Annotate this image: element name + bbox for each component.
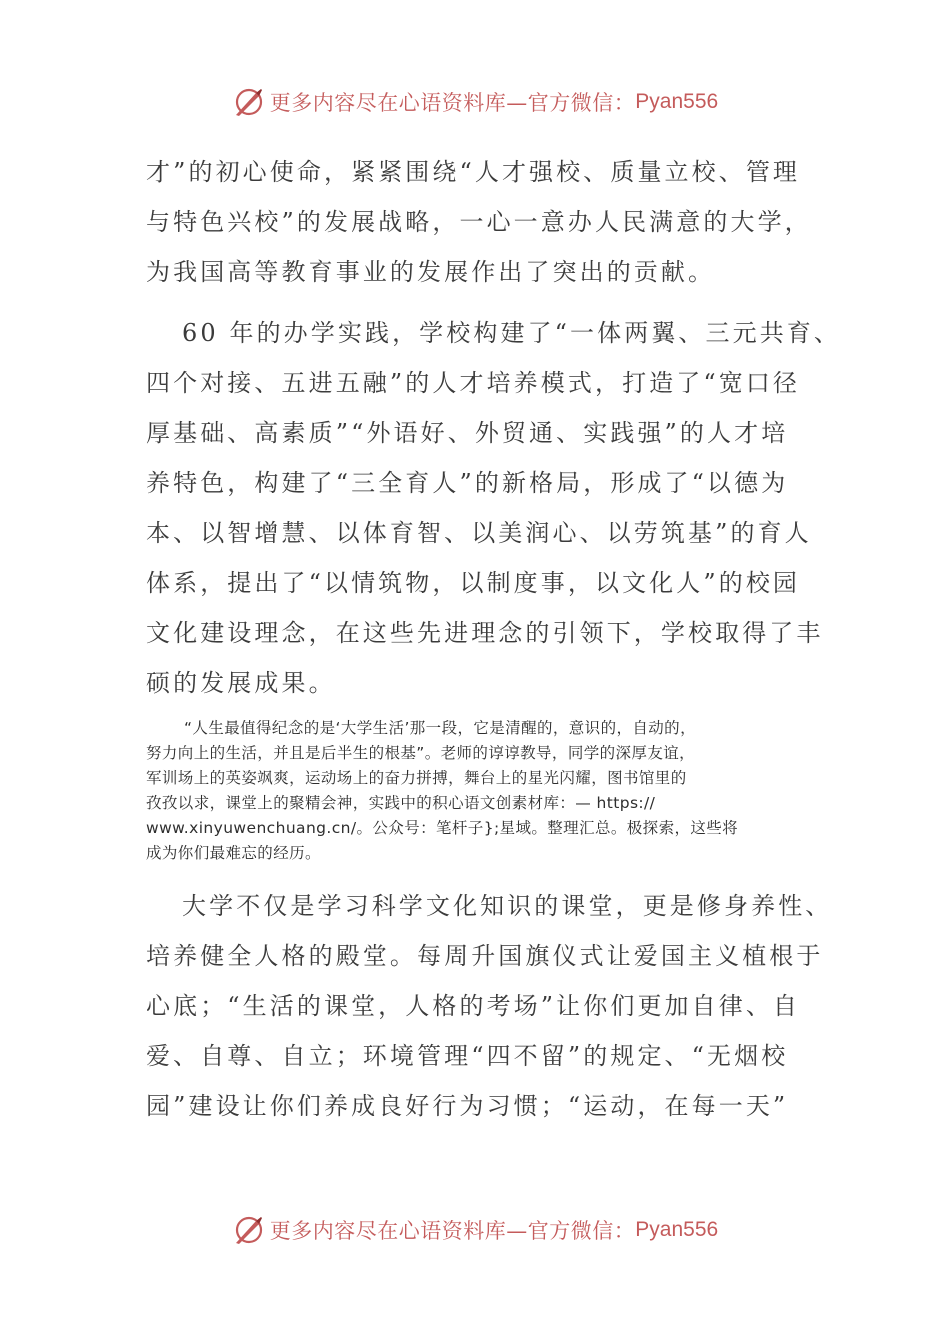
quote-line: “人生最值得纪念的是‘大学生活’那一段，它是清醒的，意识的，自动的， — [184, 719, 696, 737]
quote-line: 努力向上的生活，并且是后半生的根基”。老师的谆谆教导，同学的深厚友谊， — [146, 744, 696, 762]
paragraph-2-line: 本、以智增慧、以体育智、以美润心、以劳筑基”的育人 — [146, 519, 812, 547]
quote-line: 军训场上的英姿飒爽，运动场上的奋力拼搏，舞台上的星光闪耀，图书馆里的 — [146, 769, 687, 787]
banner-wechat-id: Pyan556 — [635, 1218, 719, 1241]
paragraph-3-line: 爱、自尊、自立；环境管理“四不留”的规定、“无烟校 — [146, 1042, 789, 1070]
header-banner — [0, 82, 950, 122]
paragraph-2-line: 厚基础、高素质”“外语好、外贸通、实践强”的人才培 — [146, 419, 789, 447]
paragraph-1-line: 与特色兴校”的发展战略，一心一意办人民满意的大学， — [146, 208, 812, 236]
pen-logo-icon — [232, 85, 266, 119]
quote-line: 成为你们最难忘的经历。 — [146, 844, 321, 862]
footer-banner — [0, 1210, 950, 1250]
paragraph-3-line: 园”建设让你们养成良好行为习惯；“运动，在每一天” — [146, 1092, 789, 1120]
paragraph-1-line: 为我国高等教育事业的发展作出了突出的贡献。 — [146, 258, 716, 286]
paragraph-2-line: 60 年的办学实践，学校构建了“一体两翼、三元共育、 — [182, 319, 842, 347]
paragraph-3-line: 培养健全人格的殿堂。每周升国旗仪式让爱国主义植根于 — [146, 942, 824, 970]
quote-line: www.xinyuwenchuang.cn/。公众号：笔杆子};星域。整理汇总。极探索，这些将 — [146, 819, 739, 837]
paragraph-1-line: 才”的初心使命，紧紧围绕“人才强校、质量立校、管理 — [146, 158, 801, 186]
paragraph-2-line: 四个对接、五进五融”的人才培养模式，打造了“宽口径 — [146, 369, 801, 397]
pen-logo-icon — [232, 1213, 266, 1247]
paragraph-2-line: 养特色，构建了“三全育人”的新格局，形成了“以德为 — [146, 469, 789, 497]
paragraph-3-line: 心底；“生活的课堂，人格的考场”让你们更加自律、自 — [146, 992, 801, 1020]
paragraph-2-line: 硕的发展成果。 — [146, 669, 336, 697]
paragraph-2-line: 文化建设理念，在这些先进理念的引领下，学校取得了丰 — [146, 619, 824, 647]
banner-text: 更多内容尽在心语资料库—官方微信： — [269, 91, 636, 115]
paragraph-3-line: 大学不仅是学习科学文化知识的课堂，更是修身养性、 — [182, 892, 833, 920]
paragraph-2-line: 体系，提出了“以情筑物，以制度事，以文化人”的校园 — [146, 569, 801, 597]
banner-wechat-id: Pyan556 — [635, 90, 719, 113]
banner-text: 更多内容尽在心语资料库—官方微信： — [269, 1219, 636, 1243]
quote-line: 孜孜以求，课堂上的聚精会神，实践中的积心语文创素材库：— https:// — [146, 794, 656, 812]
